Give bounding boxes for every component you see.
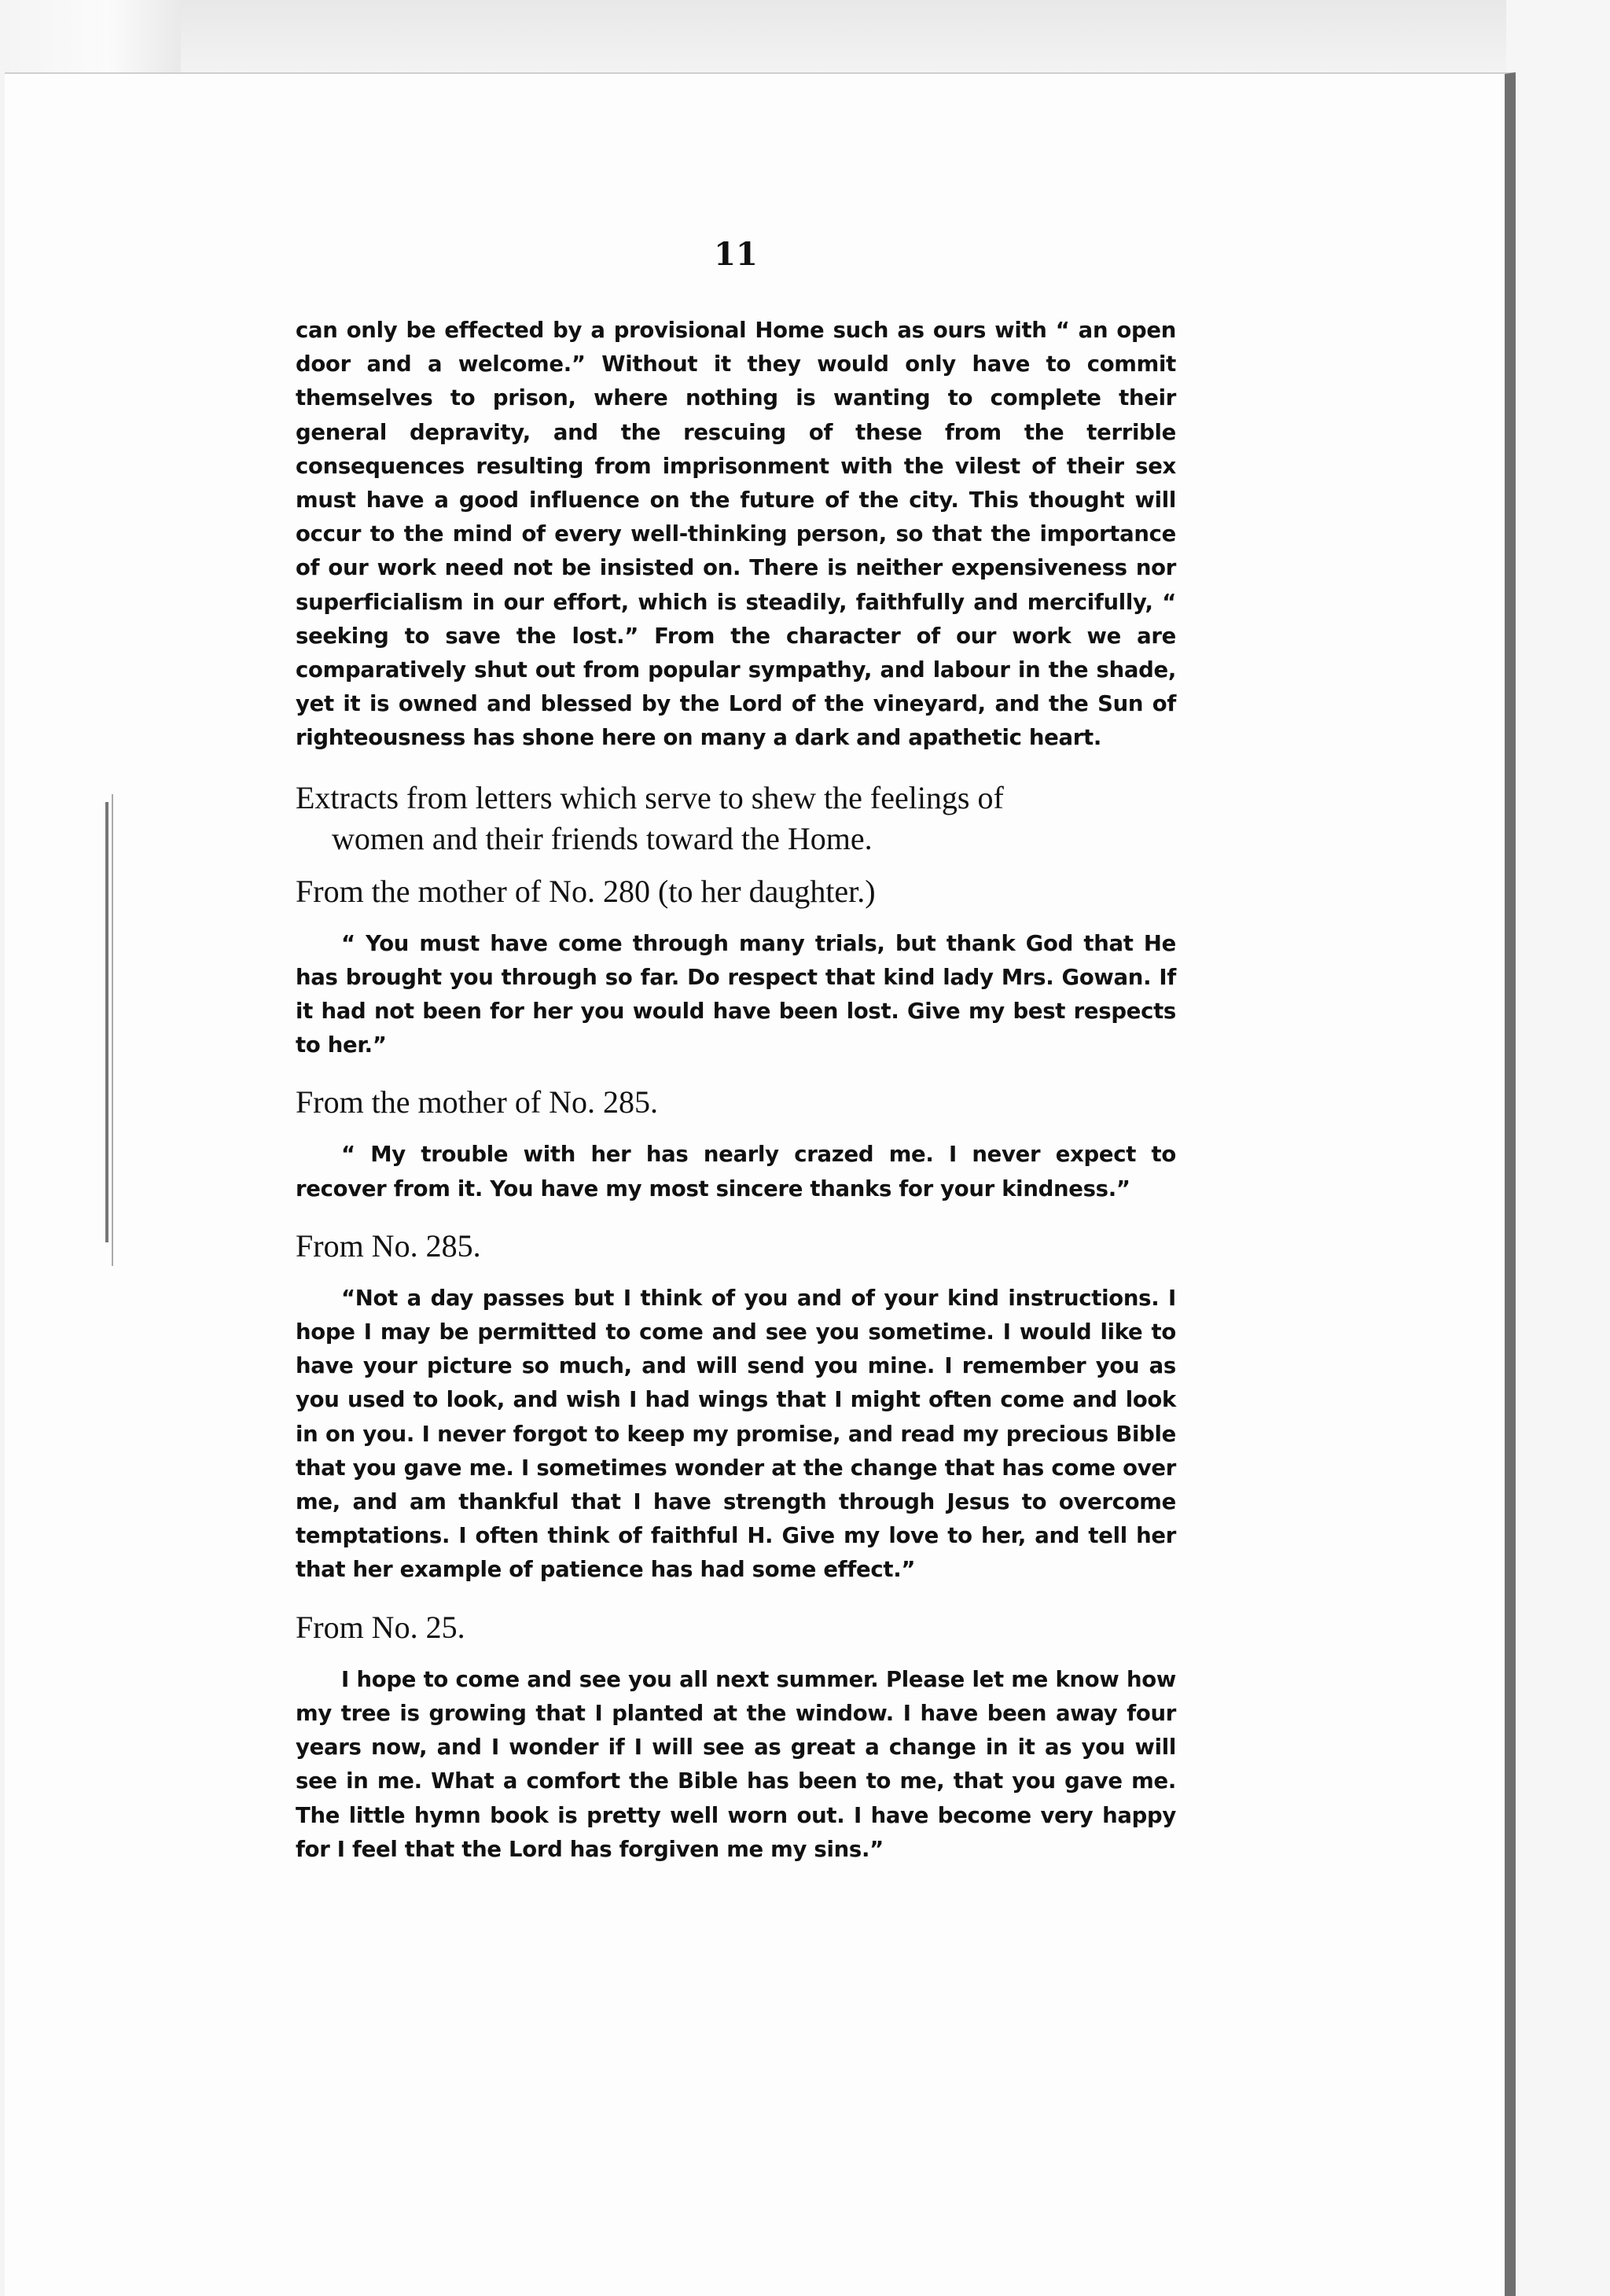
page-number: 11 bbox=[714, 236, 758, 273]
scan-right-margin bbox=[1506, 0, 1610, 2296]
section-heading bbox=[296, 778, 1176, 859]
intro-paragraph: can only be effected by a provisional Home such as ours with “ an open door and a welcome.” Without it they would only have to commit themselves to prison, where nothing is wanting to complete their general depravity, and the rescuing of these from the terrible consequences resulting from imprisonment with the vilest of their sex must have a good influence on the future of the city. This thought will occur to the mind of every well-thinking person, so that the importance of our work need not be insisted on. There is neither expensiveness nor superficialism in our effort, which is steadily, faithfully and mercifully, “ seeking to save the lost.” From the character of our work we are comparatively shut out from popular sympathy, and labour in the shade, yet it is owned and blessed by the Lord of the vineyard, and the Sun of righteousness has shone here on many a dark and apathetic heart. bbox=[296, 318, 1176, 751]
binding-thread-shadow bbox=[112, 794, 113, 1266]
binding-thread bbox=[105, 802, 108, 1242]
letter-text: “Not a day passes but I think of you and of your kind instructions. I hope I may be permitted to come and see you sometime. I would like to have your picture so much, and will send you mine. I remember you as you used to look, and wish I had wings that I might often come and look in on you. I never forgot to keep my promise, and read my precious Bible that you gave me. I sometimes wonder at the change that has come over me, and am thankful that I have strength through Jesus to overcome temptations. I often think of faithful H. Give my love to her, and tell her that her example of patience has had some effect.” bbox=[296, 1285, 1176, 1583]
scan-top-margin bbox=[0, 0, 1610, 72]
letter-text: I hope to come and see you all next summer. Please let me know how my tree is growing that I planted at the window. I have been away four years now, and I wonder if I will see as great a change in it as you will see in me. What a comfort the Bible has been to me, that you gave me. The little hymn book is pretty well worn out. I have become very happy for I feel that the Lord has forgiven me my sins.” bbox=[296, 1666, 1176, 1862]
letter-heading: From No. 25. bbox=[296, 1609, 465, 1645]
section-heading-line-2: women and their friends toward the Home. bbox=[332, 820, 873, 856]
letter-heading: From the mother of No. 280 (to her daughter.) bbox=[296, 873, 876, 909]
page-content bbox=[296, 236, 1176, 1867]
letter-text: “ My trouble with her has nearly crazed me. I never expect to recover from it. You have my most sincere thanks for your kindness.” bbox=[296, 1142, 1176, 1201]
section-heading-line-1: Extracts from letters which serve to shew the feelings of bbox=[296, 779, 1004, 815]
letter-heading: From No. 285. bbox=[296, 1227, 481, 1264]
letter-text: “ You must have come through many trials, but thank God that He has brought you through so far. Do respect that kind lady Mrs. Gowan. If it had not been for her you would have been lost. Give my best respects to her.” bbox=[296, 930, 1176, 1058]
letter-heading: From the mother of No. 285. bbox=[296, 1084, 659, 1120]
